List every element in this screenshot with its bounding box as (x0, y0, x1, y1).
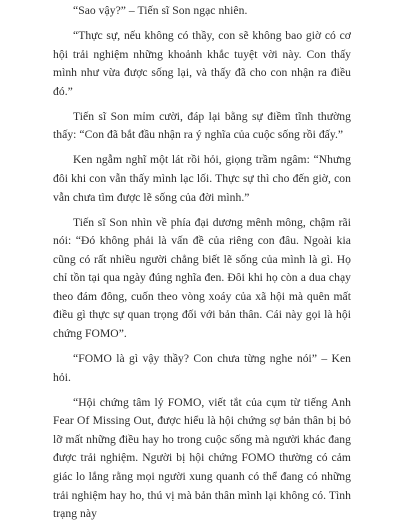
paragraph-7: “Hội chứng tâm lý FOMO, viết tắt của cụm từ tiếng Anh Fear Of Missing Out, được hiểu là hội chứng sợ bản thân bị bỏ lỡ mất những điều hay ho trong cuộc sống mà người khác đang được trải nghiệm. Người bị hội chứng FOMO thường có cảm giác lo lắng rằng mọi người xung quanh có thể đang có những trải nghiệm hay ho, thú vị mà bản thân mình lại không có. Tình trạng này (53, 395, 351, 521)
paragraph-5: Tiến sĩ Son nhìn về phía đại dương mênh mông, chậm rãi nói: “Đó không phải là vấn đề của riêng con đâu. Ngoài kia cũng có rất nhiều người chẳng biết lẽ sống của mình là gì. Họ chỉ tồn tại qua ngày đúng nghĩa đen. Đôi khi họ còn a dua chạy theo đám đông, cuốn theo vòng xoáy của xã hội mà quên mất điều gì thực sự quan trọng đối với bản thân. Cái này gọi là hội chứng FOMO”. (53, 215, 351, 341)
paragraph-6: “FOMO là gì vậy thầy? Con chưa từng nghe nói” – Ken hỏi. (53, 352, 351, 384)
paragraph-4: Ken ngẫm nghĩ một lát rồi hỏi, giọng trầm ngâm: “Nhưng đôi khi con vẫn thấy mình lạc lối. Thực sự thì cho đến giờ, con vẫn chưa tìm được lẽ sống của đời mình.” (53, 153, 351, 204)
paragraph-2: “Thực sự, nếu không có thầy, con sẽ không bao giờ có cơ hội trải nghiệm những khoảnh khắc tuyệt vời này. Con thấy mình như vừa được sống lại, và thấy đã cho con nhận ra điều đó.” (53, 28, 351, 98)
paragraph-1: “Sao vậy?” – Tiến sĩ Son ngạc nhiên. (73, 4, 248, 17)
page-text (53, 2, 351, 530)
paragraph-3: Tiến sĩ Son mỉm cười, đáp lại bằng sự điềm tĩnh thường thấy: “Con đã bắt đầu nhận ra ý nghĩa của cuộc sống rồi đấy.” (53, 109, 351, 142)
